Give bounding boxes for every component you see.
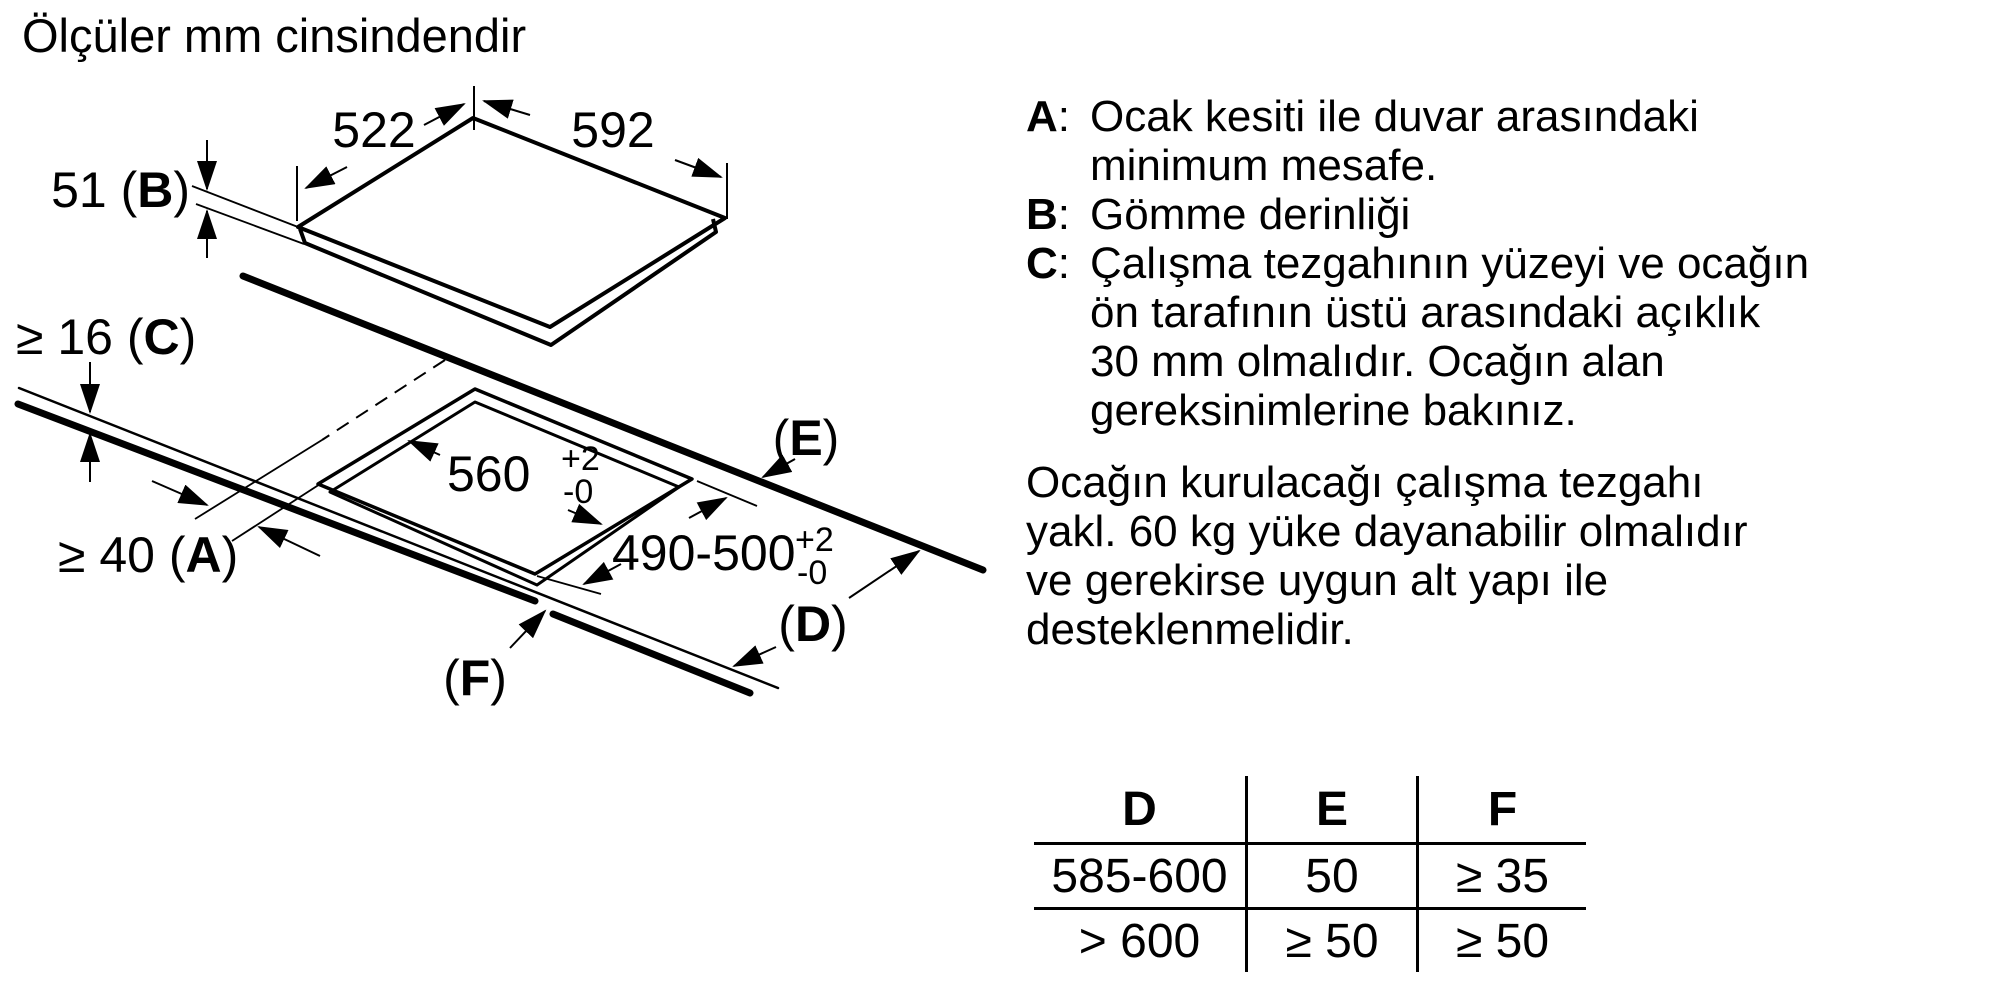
table-cell: 585-600: [1034, 844, 1247, 909]
table-cell: ≥ 50: [1247, 909, 1418, 973]
table-row: [1034, 909, 1586, 973]
dim-490-tol-sub: -0: [797, 554, 828, 592]
dim-592-label: 592: [571, 102, 655, 158]
dim-a-arrow-right: [152, 481, 207, 505]
dim-490-label: 490-500: [612, 525, 796, 581]
f-arrow: [510, 611, 545, 648]
table-header-f: F: [1418, 776, 1587, 844]
d490-extension-line-1: [697, 481, 757, 506]
d-arrow-down: [734, 647, 776, 666]
dim-522-label: 522: [332, 102, 416, 158]
load-note-paragraph: [1026, 458, 1926, 654]
definition-a-line-2: minimum mesafe.: [1090, 141, 1438, 190]
installation-diagram: [0, 0, 1010, 780]
dim-490-arrow-upper: [689, 498, 726, 518]
table-header-d: D: [1034, 776, 1247, 844]
d490-extension-line-2: [537, 576, 601, 594]
page-title: Ölçüler mm cinsindendir: [22, 9, 527, 62]
paragraph-line: desteklenmelidir.: [1026, 605, 1354, 654]
dimension-table: [1034, 776, 1586, 972]
definition-c-line-1: C: Çalışma tezgahının yüzeyi ve ocağın: [1026, 239, 1810, 288]
dim-a-arrow-left: [259, 527, 320, 556]
table-cell: ≥ 50: [1418, 909, 1587, 973]
dim-592-arrow-upper: [484, 101, 530, 115]
dim-490-tol-sup: +2: [795, 521, 834, 559]
label-d: (D): [778, 596, 848, 652]
d-arrow-up: [849, 551, 919, 598]
paragraph-line: yakl. 60 kg yüke dayanabilir olmalıdır: [1026, 507, 1748, 556]
label-f: (F): [443, 650, 507, 706]
table-header-row: [1034, 776, 1586, 844]
dim-522-arrow-lower: [306, 167, 347, 188]
dim-560-label: 560: [447, 446, 531, 502]
table-cell: > 600: [1078, 914, 1201, 968]
legend-notes: [1026, 92, 1926, 435]
table-cell: ≥ 35: [1418, 844, 1587, 909]
dim-b-label: 51 (B): [51, 162, 190, 218]
table-header-e: E: [1247, 776, 1418, 844]
worktop-front-bottom-edge-right: [553, 614, 750, 693]
paragraph-line: ve gerekirse uygun alt yapı ile: [1026, 556, 1609, 605]
dim-c-label: ≥ 16 (C): [16, 309, 197, 365]
dim-560-tol-sup: +2: [561, 440, 600, 478]
definition-a-line-1: A: Ocak kesiti ile duvar arasındaki: [1026, 92, 1699, 141]
label-e: (E): [772, 410, 840, 466]
dim-560-tol-sub: -0: [563, 473, 594, 511]
table-row: [1034, 844, 1586, 909]
table-cell: 50: [1247, 844, 1418, 909]
definition-c-line-2: ön tarafının üstü arasındaki açıklık: [1090, 288, 1761, 337]
definition-b-line-1: B: Gömme derinliği: [1026, 190, 1411, 239]
dim-522-arrow-upper: [424, 104, 464, 125]
definition-c-line-4: gereksinimlerine bakınız.: [1090, 386, 1577, 435]
definition-c-line-3: 30 mm olmalıdır. Ocağın alan: [1090, 337, 1665, 386]
dim-a-label: ≥ 40 (A): [58, 527, 239, 583]
paragraph-line: Ocağın kurulacağı çalışma tezgahı: [1026, 458, 1704, 507]
dim-592-arrow-lower: [675, 160, 721, 177]
